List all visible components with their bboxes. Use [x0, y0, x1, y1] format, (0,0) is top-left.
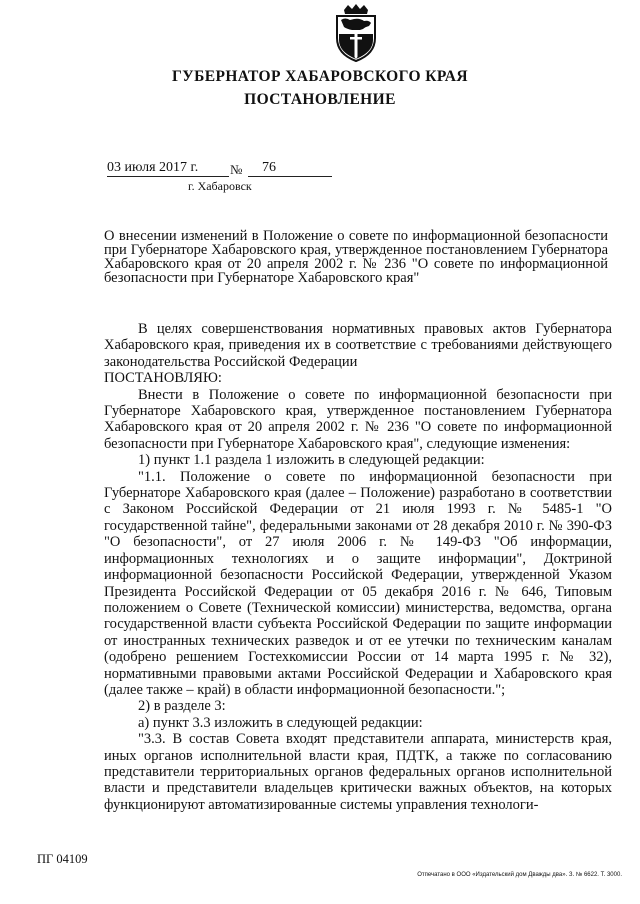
paragraph-item-1: 1) пункт 1.1 раздела 1 изложить в следующей редакции:	[138, 452, 485, 469]
document-date: 03 июля 2017 г.	[107, 160, 229, 177]
form-code: ПГ 04109	[37, 852, 88, 866]
document-number: 76	[248, 160, 332, 177]
paragraph-item-2a: а) пункт 3.3 изложить в следующей редакции:	[138, 714, 423, 731]
paragraph-item-2: 2) в разделе 3:	[138, 698, 226, 715]
paragraph-1-1-text: "1.1. Положение о совете по информационной безопасности при Губернаторе Хабаровского края (далее – Положение) разработано в соответствии с Законом Российской Федерации от 21 июля 1993 г. № 5485-1 "О государственной тайне", федеральными законами от 28 декабря 2010 г. № 390-ФЗ "О безопасности", от 27 июля 2006 г. № 149-ФЗ "Об информации, информационных технологиях и о защите информации", Доктриной информационной безопасности Российской Федерации, утвержденной Указом Президента Российской Федерации от 05 декабря 2016 г. № 646, Типовым положением о Совете (Технической комиссии) министерства, ведомства, органа государственной власти субъекта Российской Федерации по защите информации от иностранных технических разведок и от ее утечки по техническим каналам (одобрено решением Гостехкомиссии России от 14 марта 1995 г. № 32), нормативными правовыми актами Российской Федерации и Хабаровского края (далее также – край) в области информационной безопасности.";	[104, 468, 612, 698]
coat-of-arms-emblem	[330, 4, 382, 62]
number-label: №	[230, 162, 243, 177]
decree-word: ПОСТАНОВЛЯЮ:	[104, 370, 222, 387]
printer-note: Отпечатано в ООО «Издательский дом Дважды два». З. № 6622. Т. 3000.	[417, 872, 622, 878]
document-title: О внесении изменений в Положение о совете по информационной безопасности при Губернаторе Хабаровского края, утвержденное постановлением Губернатора Хабаровского края от 20 апреля 2002 г. № 236 "О совете по информационной безопасности при Губернаторе Хабаровского края"	[104, 228, 608, 286]
document-place: г. Хабаровск	[188, 179, 252, 193]
intro-paragraph: В целях совершенствования нормативных правовых актов Губернатора Хабаровского края, приведения их в соответствие с требованиями действующего законодательства Российской Федерации	[104, 321, 612, 370]
paragraph-amendments: Внести в Положение о совете по информационной безопасности при Губернаторе Хабаровского края, утвержденное постановлением Губернатора Хабаровского края от 20 апреля 2002 г. № 236 "О совете по информационной безопасности при Губернаторе Хабаровского края", следующие изменения:	[104, 386, 612, 452]
document-body	[104, 321, 612, 813]
document-type-heading: ПОСТАНОВЛЕНИЕ	[244, 91, 396, 108]
paragraph-3-3-text: "3.3. В состав Совета входят представители аппарата, министерств края, иных органов исполнительной власти края, ПДТК, а также по согласованию представители территориальных органов федеральных органов исполнительной власти и представители владельцев критически важных объектов, на которых функционируют автоматизированные системы управления технологи-	[104, 731, 612, 813]
authority-heading: ГУБЕРНАТОР ХАБАРОВСКОГО КРАЯ	[172, 68, 468, 85]
